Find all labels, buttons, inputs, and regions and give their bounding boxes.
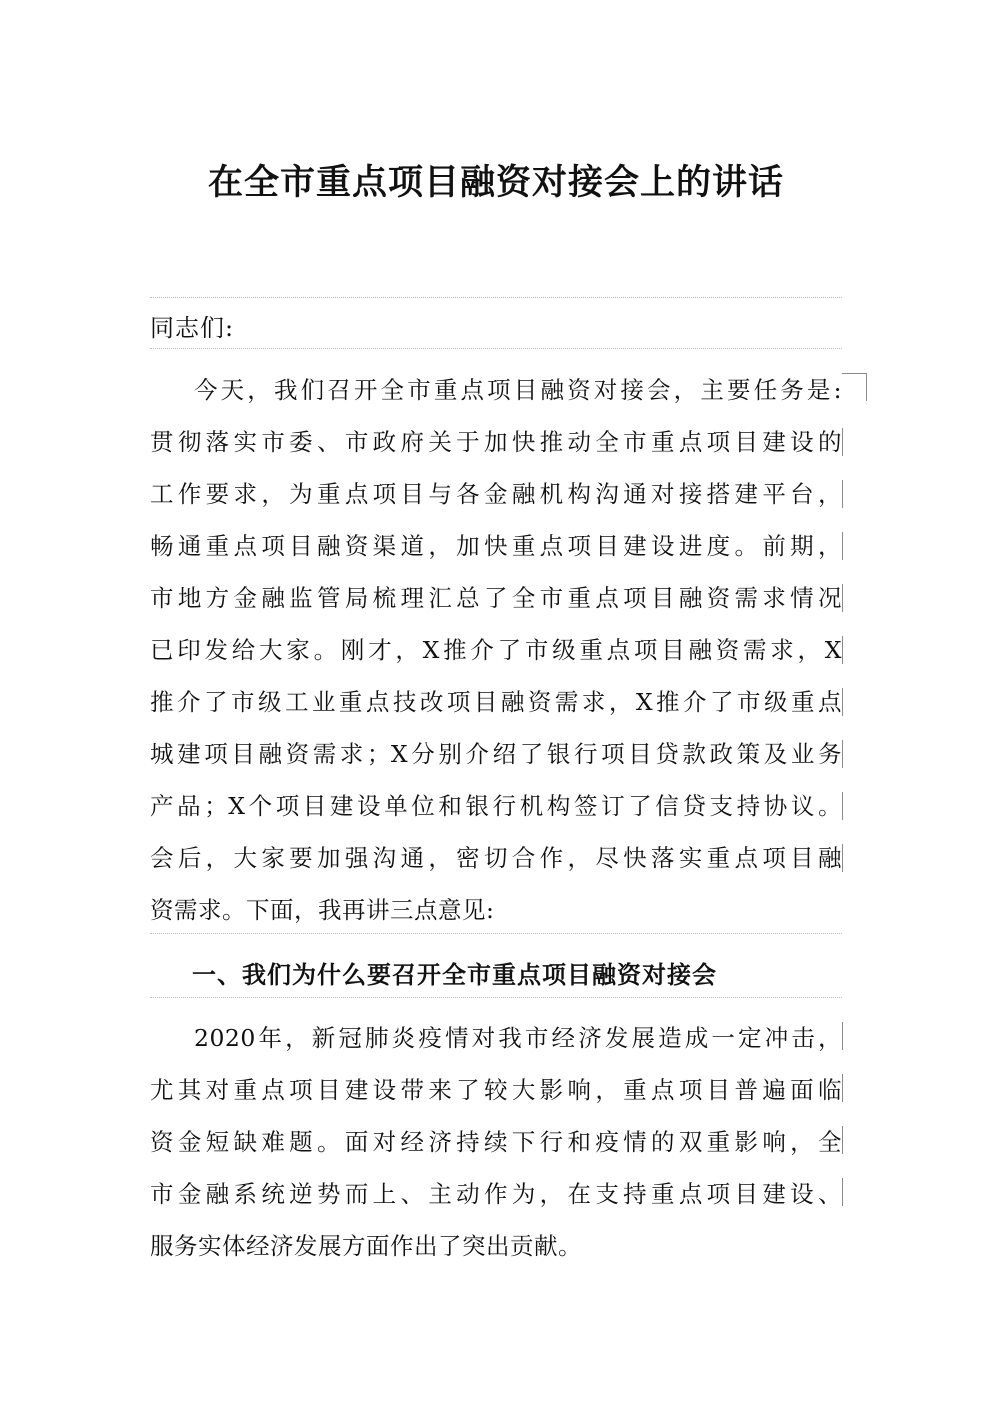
margin-corner-mark [866, 373, 867, 401]
margin-line-mark [842, 1126, 843, 1154]
paragraph-line: 贯彻落实市委、市政府关于加快推动全市重点项目建设的 [150, 428, 842, 456]
paragraph-line: 会后，大家要加强沟通，密切合作，尽快落实重点项目融 [150, 844, 842, 872]
paragraph-line: 工作要求，为重点项目与各金融机构沟通对接搭建平台， [150, 480, 842, 508]
divider-line [150, 933, 842, 934]
margin-line-mark [842, 636, 843, 664]
margin-line-mark [842, 428, 843, 456]
paragraph-line: 已印发给大家。刚才，X推介了市级重点项目融资需求，X [150, 636, 842, 664]
margin-line-mark [842, 688, 843, 716]
margin-line-mark [842, 584, 843, 612]
paragraph-line: 服务实体经济发展方面作出了突出贡献。 [150, 1232, 582, 1260]
paragraph-intro [150, 364, 842, 936]
margin-line-mark [842, 480, 843, 508]
salutation: 同志们: [150, 314, 235, 342]
paragraph-line: 市金融系统逆势而上、主动作为，在支持重点项目建设、 [150, 1180, 842, 1208]
margin-line-mark [842, 740, 843, 768]
paragraph-line: 畅通重点项目融资渠道，加快重点项目建设进度。前期， [150, 532, 842, 560]
paragraph-line: 尤其对重点项目建设带来了较大影响，重点项目普遍面临 [150, 1076, 842, 1104]
margin-line-mark [842, 1178, 843, 1206]
paragraph-line: 资需求。下面，我再讲三点意见: [150, 896, 495, 924]
paragraph-line: 产品；X个项目建设单位和银行机构签订了信贷支持协议。 [150, 792, 842, 820]
paragraph-line: 2020年，新冠肺炎疫情对我市经济发展造成一定冲击， [194, 1024, 842, 1052]
margin-line-mark [842, 1074, 843, 1102]
margin-corner-mark [842, 373, 866, 374]
paragraph-line: 今天，我们召开全市重点项目融资对接会，主要任务是: [194, 376, 842, 404]
divider-line [150, 348, 842, 349]
divider-line [150, 297, 842, 298]
margin-line-mark [842, 792, 843, 820]
paragraph-line: 资金短缺难题。面对经济持续下行和疫情的双重影响，全 [150, 1128, 842, 1156]
margin-line-mark [842, 1022, 843, 1050]
document-title: 在全市重点项目融资对接会上的讲话 [207, 162, 784, 203]
paragraph-line: 市地方金融监管局梳理汇总了全市重点项目融资需求情况 [150, 584, 842, 612]
section-heading: 一、我们为什么要召开全市重点项目融资对接会 [192, 961, 717, 989]
margin-line-mark [842, 532, 843, 560]
paragraph-section-one [150, 1012, 842, 1272]
paragraph-line: 城建项目融资需求；X分别介绍了银行项目贷款政策及业务 [150, 740, 842, 768]
paragraph-line: 推介了市级工业重点技改项目融资需求，X推介了市级重点 [150, 688, 842, 716]
divider-line [150, 997, 842, 998]
margin-line-mark [842, 844, 843, 872]
